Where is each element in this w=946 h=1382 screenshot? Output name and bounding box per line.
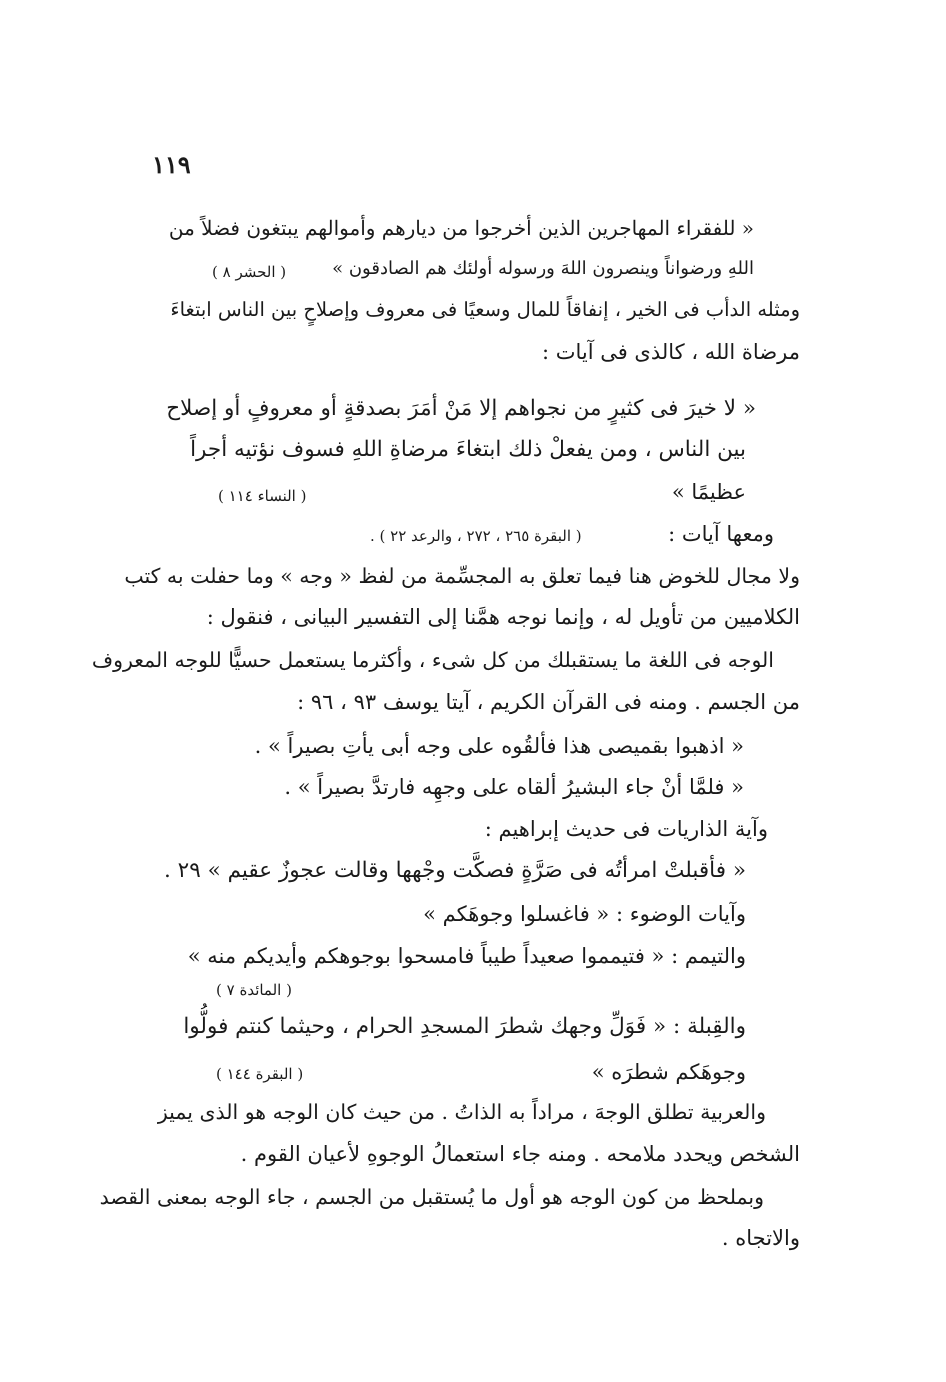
text-line: « فلمَّا أنْ جاء البشيرُ ألقاه على وجهِه فارتدَّ بصيراً » .: [284, 775, 744, 799]
text-line: والتيمم : « فتيمموا صعيداً طيباً فامسحوا بوجوهكم وأيديكم منه »: [187, 944, 746, 968]
verse-reference: ( المائدة ٧ ): [216, 981, 292, 999]
text-line: والقِبلة : « فَوَلِّ وجهك شطرَ المسجدِ الحرام ، وحيثما كنتم فولُّوا: [183, 1014, 746, 1039]
verse-reference: ( الحشر ٨ ): [212, 263, 287, 281]
text-line: ومثله الدأب فى الخير ، إنفاقاً للمال وسعيًا فى معروف وإصلاحٍ بين الناس ابتغاءَ: [170, 298, 800, 321]
text-line: وجوهَكم شطرَه »: [591, 1060, 746, 1084]
text-line: اللهِ ورضواناً وينصرون اللهَ ورسوله أولئك هم الصادقون »: [332, 258, 754, 279]
text-line: وبملحظ من كون الوجه هو أول ما يُستقبل من الجسم ، جاء الوجه بمعنى القصد: [99, 1185, 764, 1209]
text-line: مرضاة الله ، كالذى فى آيات :: [541, 340, 800, 364]
text-line: من الجسم . ومنه فى القرآن الكريم ، آيتا يوسف ٩٣ ، ٩٦ :: [297, 690, 800, 714]
text-line: والعربية تطلق الوجهَ ، مراداً به الذاتُ . من حيث كان الوجه هو الذى يميز: [157, 1100, 766, 1124]
text-line: « لا خيرَ فى كثيرٍ من نجواهم إلا مَنْ أمَرَ بصدقةٍ أو معروفٍ أو إصلاح: [166, 396, 756, 421]
text-line: والاتجاه .: [721, 1226, 800, 1250]
text-line: « للفقراء المهاجرين الذين أخرجوا من ديارهم وأموالهم يبتغون فضلاً من: [168, 216, 754, 240]
verse-reference: ( البقرة ٢٦٥ ، ٢٧٢ ، والرعد ٢٢ ) .: [370, 527, 582, 545]
text-line: وآيات الوضوء : « فاغسلوا وجوهَكم »: [423, 902, 746, 926]
page-number: ١١٩: [152, 150, 191, 179]
text-line: ولا مجال للخوض هنا فيما تعلق به المجسِّمة من لفظ « وجه » وما حفلت به كتب: [124, 564, 800, 588]
text-line: الوجه فى اللغة ما يستقبلك من كل شىء ، وأكثرما يستعمل حسيًّا للوجه المعروف: [91, 648, 774, 672]
verse-reference: ( النساء ١١٤ ): [218, 487, 307, 505]
text-line: عظيمًا »: [671, 480, 746, 504]
text-line: وآية الذاريات فى حديث إبراهيم :: [484, 817, 768, 841]
text-line: ومعها آيات :: [668, 522, 774, 546]
verse-reference: ( البقرة ١٤٤ ): [216, 1065, 304, 1083]
text-line: « فأقبلتْ امرأتُه فى صَرَّةٍ فصكَّت وجْهها وقالت عجوزٌ عقيم » ٢٩ .: [163, 858, 746, 883]
text-line: الكلاميين من تأويل له ، وإنما نوجه همَّنا إلى التفسير البيانى ، فنقول :: [206, 605, 800, 629]
text-line: « اذهبوا بقميصى هذا فألقُوه على وجه أبى يأتِ بصيراً » .: [254, 734, 744, 758]
text-line: الشخص ويحدد ملامحه . ومنه جاء استعمالُ الوجوهِ لأعيان القوم .: [240, 1142, 800, 1166]
text-line: بين الناس ، ومن يفعلْ ذلك ابتغاءَ مرضاةِ اللهِ فسوف نؤتيه أجراً: [190, 437, 746, 462]
